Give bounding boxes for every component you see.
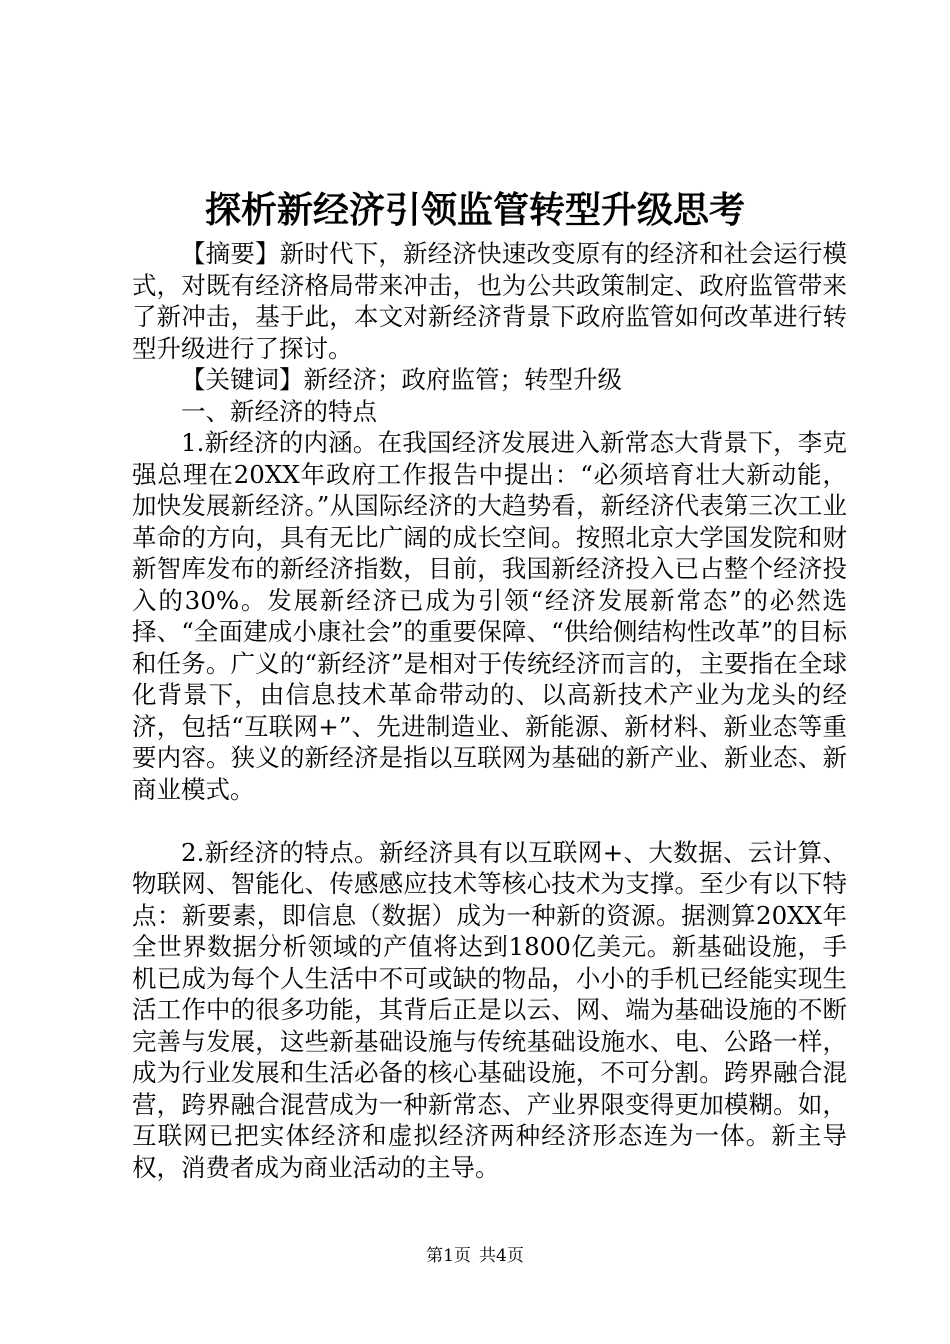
page-footer [0, 1244, 950, 1268]
page-total: 共4页 [479, 1246, 524, 1266]
document-body [132, 238, 847, 1183]
body-paragraph: 1.新经济的内涵。在我国经济发展进入新常态大背景下，李克强总理在20XX年政府工作报告中提出：“必须培育壮大新动能，加快发展新经济。”从国际经济的大趋势看，新经济代表第三次工业革命的方向，具有无比广阔的成长空间。按照北京大学国发院和财新智库发布的新经济指数，目前，我国新经济投入已占整个经济投入的30%。发展新经济已成为引领“经济发展新常态”的必然选择、“全面建成小康社会”的重要保障、“供给侧结构性改革”的目标和任务。广义的“新经济”是相对于传统经济而言的，主要指在全球化背景下，由信息技术革命带动的、以高新技术产业为龙头的经济，包括“互联网+”、先进制造业、新能源、新材料、新业态等重要内容。狭义的新经济是指以互联网为基础的新产业、新业态、新商业模式。 [132, 428, 847, 804]
document-title: 探析新经济引领监管转型升级思考 [204, 189, 745, 231]
section-heading: 一、新经济的特点 [181, 396, 377, 426]
abstract-paragraph: 【摘要】新时代下，新经济快速改变原有的经济和社会运行模式，对既有经济格局带来冲击，也为公共政策制定、政府监管带来了新冲击，基于此，本文对新经济背景下政府监管如何改革进行转型升级进行了探讨。 [132, 239, 847, 363]
keywords-paragraph: 【关键词】新经济；政府监管；转型升级 [181, 365, 622, 394]
page-number: 第1页 [426, 1246, 471, 1266]
body-paragraph: 2.新经济的特点。新经济具有以互联网+、大数据、云计算、物联网、智能化、传感感应技术等核心技术为支撑。至少有以下特点：新要素，即信息（数据）成为一种新的资源。据测算20XX年全世界数据分析领域的产值将达到1800亿美元。新基础设施，手机已成为每个人生活中不可或缺的物品，小小的手机已经能实现生活工作中的很多功能，其背后正是以云、网、端为基础设施的不断完善与发展，这些新基础设施与传统基础设施水、电、公路一样，成为行业发展和生活必备的核心基础设施，不可分割。跨界融合混营，跨界融合混营成为一种新常态、产业界限变得更加模糊。如，互联网已把实体经济和虚拟经济两种经济形态连为一体。新主导权，消费者成为商业活动的主导。 [132, 837, 847, 1182]
